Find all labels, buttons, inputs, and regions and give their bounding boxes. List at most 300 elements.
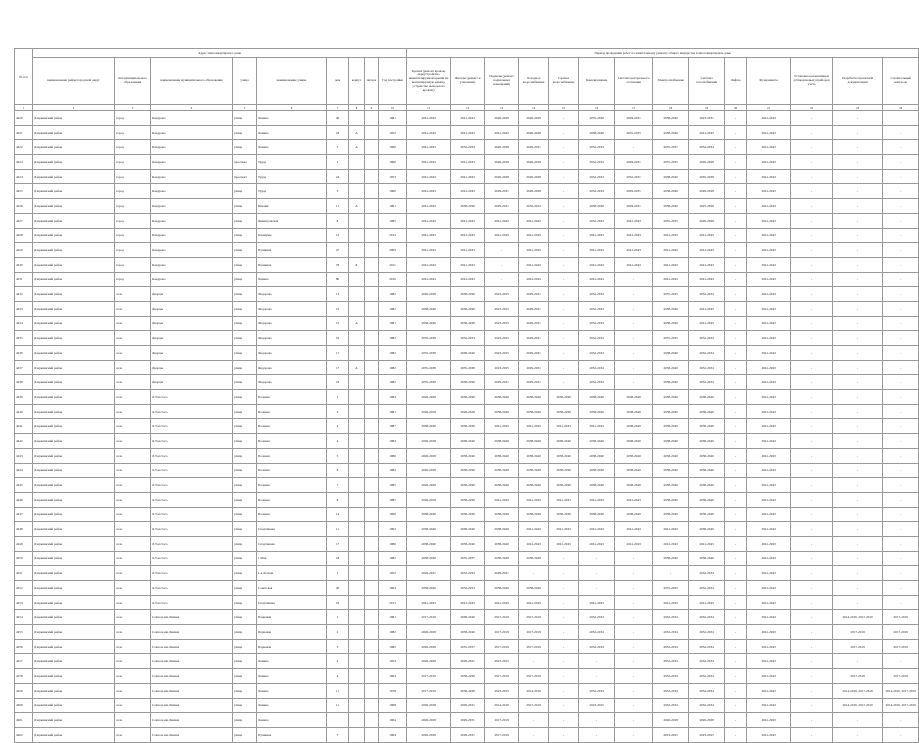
table-cell: -: [549, 125, 579, 140]
table-cell: А: [349, 199, 365, 214]
table-cell: -: [883, 140, 919, 155]
table-cell: 2029-2031: [407, 566, 451, 581]
table-cell: -: [549, 184, 579, 199]
table-cell: 2041-2043: [747, 727, 791, 742]
table-cell: -: [579, 566, 615, 581]
table-cell: Л.Толстого: [151, 404, 233, 419]
table-cell: Л.Толстого: [151, 581, 233, 596]
table-cell: 2041-2043: [485, 213, 519, 228]
table-cell: Л.Толстого: [151, 551, 233, 566]
table-cell: Дзержинский район: [33, 448, 115, 463]
table-cell: [365, 683, 379, 698]
table-cell: улица: [233, 316, 257, 331]
table-cell: 2038-2040: [579, 448, 615, 463]
column-header: корпус: [349, 58, 365, 105]
table-cell: Полевая: [257, 419, 327, 434]
table-cell: 2041-2043: [579, 536, 615, 551]
table-cell: 2032-2034: [689, 331, 725, 346]
table-cell: [365, 698, 379, 713]
table-cell: село: [115, 507, 151, 522]
table-cell: -: [549, 713, 579, 728]
table-cell: 2041-2043: [747, 140, 791, 155]
table-cell: Совхоза им.Ленина: [151, 654, 233, 669]
table-cell: -: [833, 111, 883, 126]
table-cell: улица: [233, 434, 257, 449]
table-cell: 2026-2028: [519, 184, 549, 199]
table-cell: Дворцы: [151, 346, 233, 361]
table-cell: 2032-2034: [653, 669, 689, 684]
table-row: [15, 698, 919, 713]
table-cell: Дзержинский район: [33, 551, 115, 566]
table-cell: -: [883, 390, 919, 405]
table-cell: 2023-2025: [485, 301, 519, 316]
table-cell: 2035-2037: [653, 140, 689, 155]
table-cell: 2038-2040: [653, 360, 689, 375]
table-cell: 2038-2040: [407, 551, 451, 566]
table-cell: 2038-2040: [451, 390, 485, 405]
table-cell: 4226: [15, 199, 33, 214]
table-cell: 2038-2040: [653, 463, 689, 478]
table-cell: 2041-2043: [747, 566, 791, 581]
table-cell: 2038-2040: [653, 434, 689, 449]
table-cell: 1985: [379, 213, 407, 228]
table-cell: 2041-2043: [549, 492, 579, 507]
table-cell: -: [725, 301, 747, 316]
table-cell: село: [115, 478, 151, 493]
table-cell: -: [791, 654, 833, 669]
table-cell: 2026-2028: [519, 169, 549, 184]
table-cell: [365, 639, 379, 654]
table-cell: [365, 316, 379, 331]
table-cell: -: [883, 316, 919, 331]
table-cell: -: [725, 419, 747, 434]
table-cell: [349, 522, 365, 537]
table-cell: [365, 184, 379, 199]
table-cell: 2041-2043: [615, 492, 653, 507]
table-cell: Полевая: [257, 463, 327, 478]
table-cell: [883, 111, 919, 126]
table-cell: -: [549, 727, 579, 742]
table-cell: 1-я Лесная: [257, 566, 327, 581]
table-cell: 2038-2040: [549, 390, 579, 405]
table-cell: [365, 478, 379, 493]
table-cell: 2038-2040: [653, 478, 689, 493]
table-cell: 2041-2043: [519, 595, 549, 610]
table-cell: -: [579, 713, 615, 728]
table-cell: 2038-2040: [689, 478, 725, 493]
table-cell: 2029-2031: [615, 199, 653, 214]
table-cell: -: [549, 375, 579, 390]
table-cell: Советская: [257, 581, 327, 596]
table-cell: 1952: [379, 566, 407, 581]
table-cell: 2032-2034: [689, 140, 725, 155]
table-cell: 4233: [15, 301, 33, 316]
table-cell: село: [115, 419, 151, 434]
table-cell: 2038-2040: [451, 448, 485, 463]
table-cell: 2041-2043: [519, 228, 549, 243]
table-cell: Федорова: [257, 301, 327, 316]
table-cell: 2041-2043: [653, 522, 689, 537]
table-cell: [365, 390, 379, 405]
table-cell: 2026-2028: [519, 111, 549, 126]
table-cell: 14: [327, 507, 349, 522]
table-cell: 15: [327, 316, 349, 331]
table-cell: Л.Толстого: [151, 419, 233, 434]
table-cell: 2038-2040: [653, 507, 689, 522]
column-header: Горячее водоснабжение: [549, 58, 579, 105]
table-cell: 1981: [379, 610, 407, 625]
table-cell: -: [615, 375, 653, 390]
table-cell: 2032-2034: [689, 639, 725, 654]
table-cell: 2038-2040: [615, 463, 653, 478]
table-row: [15, 581, 919, 596]
table-cell: -: [579, 669, 615, 684]
table-cell: 2038-2040: [519, 463, 549, 478]
table-cell: 2038-2040: [579, 507, 615, 522]
table-cell: -: [791, 507, 833, 522]
table-cell: -: [725, 522, 747, 537]
table-cell: 2014-2016, 2017-2019: [883, 698, 919, 713]
table-cell: улица: [233, 346, 257, 361]
table-cell: 2041-2043: [579, 228, 615, 243]
table-cell: [349, 155, 365, 170]
table-cell: 2026-2028: [485, 169, 519, 184]
table-cell: 2041-2043: [747, 463, 791, 478]
table-cell: 2023-2025: [485, 316, 519, 331]
table-cell: 2041-2043: [451, 184, 485, 199]
table-cell: 2041-2043: [653, 243, 689, 258]
table-cell: 11: [327, 698, 349, 713]
table-cell: [365, 346, 379, 361]
table-cell: село: [115, 375, 151, 390]
table-cell: Федорова: [257, 360, 327, 375]
table-cell: [365, 272, 379, 287]
table-cell: 2038-2040: [615, 404, 653, 419]
table-cell: 2026-2028: [689, 155, 725, 170]
table-cell: 2014-2016, 2017-2019: [833, 698, 883, 713]
address-group-header: Адрес многоквартирного дома: [33, 49, 407, 58]
table-cell: Дзержинский район: [33, 463, 115, 478]
table-cell: Дзержинский район: [33, 654, 115, 669]
table-cell: -: [791, 522, 833, 537]
table-cell: 2041-2043: [747, 169, 791, 184]
table-cell: село: [115, 698, 151, 713]
table-cell: Труда: [257, 169, 327, 184]
table-row: [15, 566, 919, 581]
table-cell: 2035-2035: [615, 125, 653, 140]
table-cell: село: [115, 287, 151, 302]
table-cell: -: [791, 287, 833, 302]
column-number: 5: [233, 105, 257, 111]
table-cell: 2026-2028: [407, 448, 451, 463]
column-header: дом: [327, 58, 349, 105]
table-cell: 2032-2034: [579, 316, 615, 331]
table-cell: -: [833, 169, 883, 184]
table-cell: 2041-2043: [747, 669, 791, 684]
table-cell: улица: [233, 669, 257, 684]
table-cell: 2041-2043: [451, 213, 485, 228]
table-cell: -: [791, 492, 833, 507]
table-cell: село: [115, 566, 151, 581]
table-cell: -: [725, 536, 747, 551]
table-cell: 2017-2019: [485, 669, 519, 684]
table-cell: Л.Толстого: [151, 448, 233, 463]
column-number: 14: [519, 105, 549, 111]
table-cell: село: [115, 639, 151, 654]
table-cell: 1: [327, 566, 349, 581]
table-cell: 23: [327, 125, 349, 140]
table-cell: город: [115, 272, 151, 287]
table-row: [15, 257, 919, 272]
capital-repair-table: [14, 48, 919, 743]
table-cell: 2038-2040: [519, 581, 549, 596]
table-cell: село: [115, 581, 151, 596]
table-cell: 2041-2043: [747, 111, 791, 126]
table-cell: 1984: [379, 390, 407, 405]
table-cell: Полевая: [257, 434, 327, 449]
table-cell: [365, 419, 379, 434]
table-cell: 2032-2034: [689, 683, 725, 698]
table-cell: 76: [327, 257, 349, 272]
table-row: [15, 228, 919, 243]
table-cell: 2035-2035: [653, 155, 689, 170]
table-cell: -: [615, 316, 653, 331]
table-cell: Дзержинский район: [33, 507, 115, 522]
table-cell: 2038-2040: [579, 434, 615, 449]
column-number: 22: [791, 105, 833, 111]
column-number: 24: [883, 105, 919, 111]
table-cell: 2035-2035: [653, 331, 689, 346]
table-cell: [365, 448, 379, 463]
table-cell: 2038-2040: [653, 169, 689, 184]
table-cell: 2041-2043: [407, 213, 451, 228]
table-cell: Федорова: [257, 346, 327, 361]
table-cell: Пушкина: [257, 727, 327, 742]
column-number: 4: [151, 105, 233, 111]
table-cell: 1952: [379, 125, 407, 140]
table-cell: -: [833, 595, 883, 610]
table-cell: 1964: [379, 713, 407, 728]
column-number: 12: [451, 105, 485, 111]
table-cell: 2038-2040: [653, 346, 689, 361]
table-cell: -: [549, 169, 579, 184]
table-cell: 2041-2043: [747, 228, 791, 243]
table-cell: [349, 492, 365, 507]
table-cell: 18: [327, 551, 349, 566]
table-cell: 4221: [15, 125, 33, 140]
column-header: Год постройки: [379, 58, 407, 105]
table-cell: Дзержинский район: [33, 360, 115, 375]
table-cell: [349, 536, 365, 551]
table-cell: 2026-2028: [485, 140, 519, 155]
table-cell: 2041-2043: [747, 346, 791, 361]
table-cell: Дзержинский район: [33, 316, 115, 331]
table-cell: село: [115, 492, 151, 507]
table-cell: 11: [327, 683, 349, 698]
table-cell: улица: [233, 228, 257, 243]
table-cell: 2032-2034: [579, 301, 615, 316]
table-cell: -: [519, 566, 549, 581]
table-cell: улица: [233, 287, 257, 302]
table-cell: 2009: [379, 243, 407, 258]
table-cell: -: [883, 404, 919, 419]
table-cell: 2041-2043: [747, 536, 791, 551]
table-cell: Ленина: [257, 125, 327, 140]
table-cell: 2017-2019: [833, 669, 883, 684]
table-cell: 2017-2019: [519, 625, 549, 640]
table-cell: 2023-2025: [485, 683, 519, 698]
table-cell: -: [833, 375, 883, 390]
table-cell: 2032-2034: [689, 346, 725, 361]
table-cell: 1982: [379, 551, 407, 566]
table-cell: 2038-2040: [485, 434, 519, 449]
table-cell: -: [791, 272, 833, 287]
table-cell: [349, 669, 365, 684]
table-cell: проспект: [233, 169, 257, 184]
table-cell: Федорова: [257, 375, 327, 390]
table-cell: Ленина: [257, 654, 327, 669]
table-cell: 2041-2043: [747, 287, 791, 302]
column-header: Лифты: [725, 58, 747, 105]
table-cell: 1986: [379, 536, 407, 551]
table-row: [15, 522, 919, 537]
table-cell: 2038-2040: [615, 448, 653, 463]
table-cell: -: [791, 301, 833, 316]
table-cell: -: [883, 331, 919, 346]
table-cell: 2017-2019: [485, 610, 519, 625]
table-cell: 2038-2040: [451, 478, 485, 493]
table-cell: [349, 595, 365, 610]
table-cell: Ленина: [257, 111, 327, 126]
table-cell: 2041-2043: [747, 448, 791, 463]
table-cell: 2038-2040: [451, 463, 485, 478]
table-cell: -: [725, 404, 747, 419]
table-cell: улица: [233, 463, 257, 478]
table-cell: улица: [233, 507, 257, 522]
table-cell: 2041-2043: [579, 492, 615, 507]
table-cell: 2041-2043: [747, 199, 791, 214]
table-cell: 2026-2028: [407, 463, 451, 478]
column-header: наименование муниципального образования: [151, 58, 233, 105]
table-cell: -: [615, 346, 653, 361]
table-cell: 2017-2019: [519, 669, 549, 684]
table-cell: -: [579, 654, 615, 669]
table-cell: -: [883, 536, 919, 551]
table-cell: 4236: [15, 346, 33, 361]
table-cell: Кондрово: [151, 257, 233, 272]
table-cell: [349, 404, 365, 419]
table-cell: 2038-2040: [451, 419, 485, 434]
table-cell: -: [883, 522, 919, 537]
table-cell: улица: [233, 698, 257, 713]
table-cell: Дзержинский район: [33, 625, 115, 640]
table-cell: -: [615, 727, 653, 742]
table-cell: -: [549, 566, 579, 581]
table-cell: -: [549, 610, 579, 625]
table-cell: Федорова: [257, 316, 327, 331]
table-cell: 2032-2034: [689, 698, 725, 713]
table-cell: 2041-2043: [519, 536, 549, 551]
column-header: Система газоснабжения: [689, 58, 725, 105]
table-cell: 2038-2040: [653, 492, 689, 507]
table-cell: А: [349, 316, 365, 331]
table-cell: 4245: [15, 478, 33, 493]
table-cell: 2041-2043: [747, 257, 791, 272]
table-cell: Кондрово: [151, 125, 233, 140]
table-cell: 2041-2043: [747, 625, 791, 640]
table-cell: -: [725, 228, 747, 243]
table-cell: 2041-2043: [689, 228, 725, 243]
table-cell: 2041-2043: [579, 243, 615, 258]
table-cell: -: [791, 610, 833, 625]
table-cell: -: [791, 111, 833, 126]
table-cell: [365, 713, 379, 728]
table-cell: 2035-2038: [451, 360, 485, 375]
table-row: [15, 272, 919, 287]
column-number: 17: [615, 105, 653, 111]
table-cell: 24: [327, 169, 349, 184]
table-cell: [327, 713, 349, 728]
table-cell: [365, 551, 379, 566]
table-cell: Федорова: [257, 287, 327, 302]
table-cell: -: [549, 625, 579, 640]
table-row: [15, 683, 919, 698]
table-cell: 2041-2043: [579, 419, 615, 434]
table-cell: 2038-2040: [615, 478, 653, 493]
column-number: 2: [33, 105, 115, 111]
table-row: [15, 536, 919, 551]
table-cell: -: [725, 111, 747, 126]
column-header: наименование район/городской округ: [33, 58, 115, 105]
table-cell: 2026-2028: [407, 404, 451, 419]
table-cell: Ленина: [257, 683, 327, 698]
table-cell: село: [115, 434, 151, 449]
table-cell: 1960: [379, 184, 407, 199]
table-cell: [365, 125, 379, 140]
table-cell: 2041-2043: [451, 111, 485, 126]
table-cell: Спортивная: [257, 522, 327, 537]
table-cell: 2041-2043: [747, 243, 791, 258]
table-cell: 1953: [379, 169, 407, 184]
table-cell: 2041-2043: [747, 581, 791, 596]
table-cell: 2029-2031: [519, 287, 549, 302]
table-cell: -: [725, 360, 747, 375]
table-cell: -: [549, 331, 579, 346]
table-cell: 17: [327, 536, 349, 551]
table-cell: 2026-2028: [485, 155, 519, 170]
table-cell: -: [791, 581, 833, 596]
table-cell: улица: [233, 654, 257, 669]
column-number: 15: [549, 105, 579, 111]
table-cell: Дзержинский район: [33, 595, 115, 610]
table-cell: село: [115, 316, 151, 331]
table-row: [15, 639, 919, 654]
table-cell: 2038-2040: [653, 375, 689, 390]
table-cell: 4255: [15, 625, 33, 640]
table-cell: улица: [233, 243, 257, 258]
table-cell: -: [615, 140, 653, 155]
table-cell: 2038-2040: [485, 478, 519, 493]
table-cell: Дзержинский район: [33, 257, 115, 272]
table-cell: 20: [327, 581, 349, 596]
table-cell: [349, 683, 365, 698]
table-cell: -: [725, 595, 747, 610]
table-cell: 2017-2019: [883, 669, 919, 684]
table-cell: 2032-2034: [451, 331, 485, 346]
table-cell: 6: [327, 463, 349, 478]
table-cell: 8: [327, 492, 349, 507]
table-cell: город: [115, 140, 151, 155]
